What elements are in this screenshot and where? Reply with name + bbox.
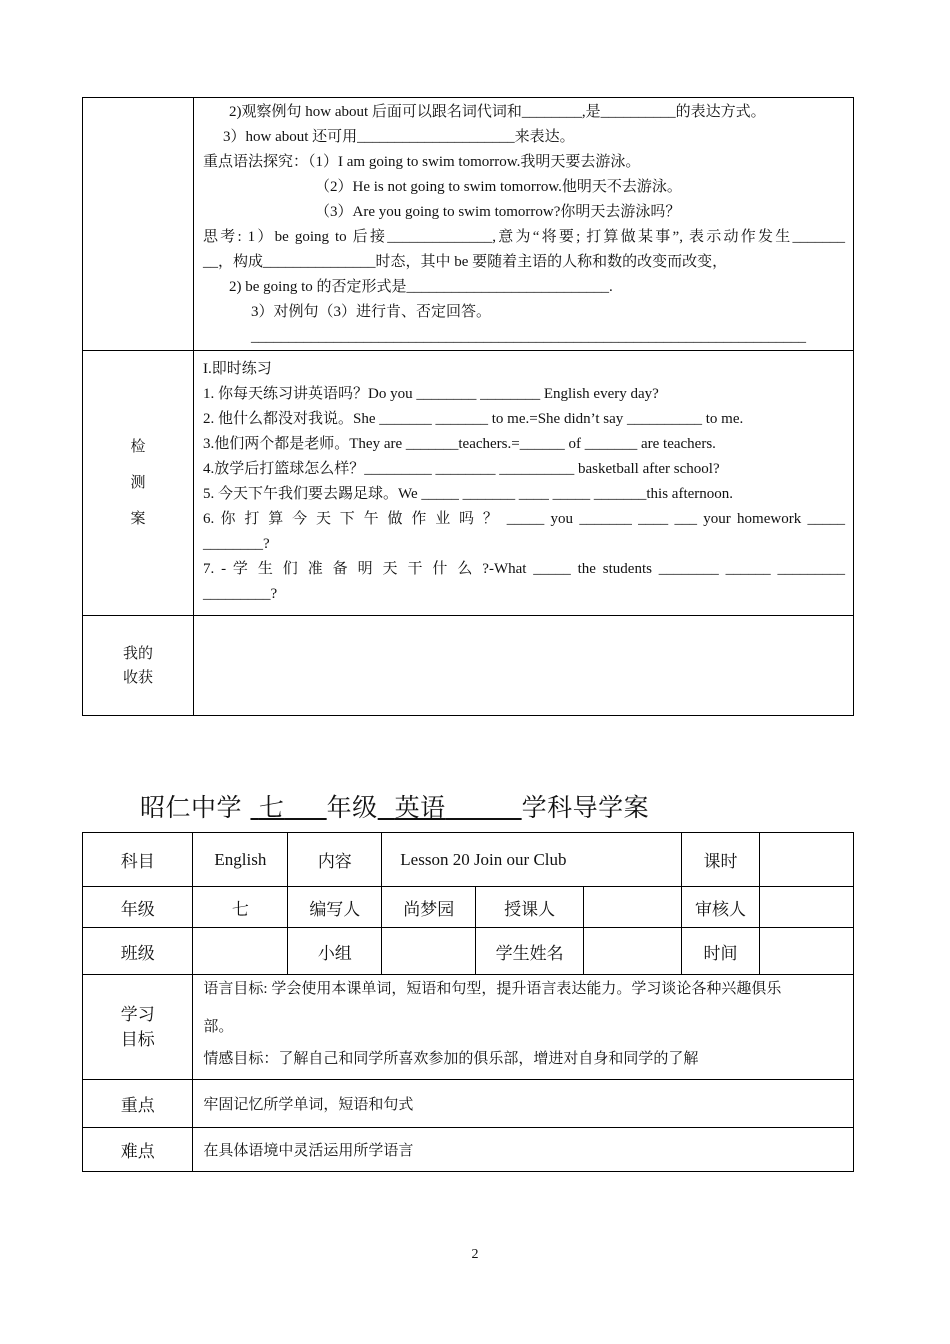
exercise-line: 6. 你 打 算 今 天 下 午 做 作 业 吗 ？ _____ you _______ ____ ___ your homework _____ bbox=[203, 511, 845, 527]
reviewer-value bbox=[760, 887, 854, 928]
exercise-line: ________? bbox=[203, 536, 270, 552]
content-label: 内容 bbox=[288, 833, 382, 887]
grade-value: 七 bbox=[258, 793, 285, 822]
grammar-line: 2)观察例句 how about 后面可以跟名词代词和________,是__________的表达方式。 bbox=[229, 104, 766, 120]
grade-label: 年级 bbox=[326, 793, 378, 822]
title-suffix: 学科导学案 bbox=[521, 793, 650, 822]
grammar-line: （2）He is not going to swim tomorrow.他明天不去游泳。 bbox=[315, 179, 682, 195]
goals-line: 部。 bbox=[203, 1019, 234, 1035]
group-value bbox=[382, 928, 476, 975]
grammar-line: __，构成_______________时态，其中 be 要随着主语的人称和数的改变而改变， bbox=[203, 254, 728, 270]
test-label-cell bbox=[83, 351, 194, 616]
test-cell bbox=[194, 351, 854, 616]
worksheet-table-top bbox=[82, 97, 854, 716]
goals-line: 语言目标: 学会使用本课单词，短语和句型，提升语言表达能力。学习谈论各种兴趣俱乐 bbox=[203, 981, 782, 997]
period-value bbox=[760, 833, 854, 887]
answer-blank-line: __________________________________________________________________________ bbox=[251, 329, 806, 345]
goals-label-cell bbox=[83, 975, 193, 1080]
exercise-line: 1. 你每天练习讲英语吗？Do you ________ ________ English every day? bbox=[203, 386, 659, 402]
info-table bbox=[82, 832, 854, 1172]
goals-label: 学习 bbox=[120, 1005, 155, 1024]
grade-value: 七 bbox=[193, 887, 288, 928]
teacher-value bbox=[584, 887, 682, 928]
exercise-line: 5. 今天下午我们要去踢足球。We _____ _______ ____ _____ _______this afternoon. bbox=[203, 486, 734, 502]
exercise-line: _________? bbox=[203, 586, 278, 602]
author-label: 编写人 bbox=[288, 887, 382, 928]
grade-label: 年级 bbox=[83, 887, 193, 928]
student-value bbox=[584, 928, 682, 975]
content-value: Lesson 20 Join our Club bbox=[382, 833, 682, 887]
time-label: 时间 bbox=[682, 928, 760, 975]
harvest-label: 收获 bbox=[122, 669, 153, 686]
subject-value: English bbox=[193, 833, 288, 887]
exercise-heading: I.即时练习 bbox=[203, 361, 272, 377]
difficult-label: 难点 bbox=[83, 1128, 193, 1172]
reviewer-label: 审核人 bbox=[682, 887, 760, 928]
harvest-cell bbox=[194, 616, 854, 716]
student-label: 学生姓名 bbox=[476, 928, 584, 975]
grammar-line: 重点语法探究：（1）I am going to swim tomorrow.我明天要去游泳。 bbox=[203, 154, 641, 170]
school-name: 昭仁中学 bbox=[140, 793, 243, 822]
page-title bbox=[140, 788, 649, 824]
grammar-line: 3）对例句（3）进行肯、否定回答。 bbox=[251, 304, 492, 320]
class-value bbox=[193, 928, 288, 975]
subject-value: 英语 bbox=[394, 793, 446, 822]
goals-line: 情感目标：了解自己和同学所喜欢参加的俱乐部，增进对自身和同学的了解 bbox=[203, 1051, 699, 1067]
difficult-value: 在具体语境中灵活运用所学语言 bbox=[193, 1128, 854, 1172]
time-value bbox=[760, 928, 854, 975]
group-label: 小组 bbox=[288, 928, 382, 975]
exercise-line: 2. 他什么都没对我说。She _______ _______ to me.=She didn’t say __________ to me. bbox=[203, 411, 744, 427]
harvest-label-cell bbox=[83, 616, 194, 716]
key-label: 重点 bbox=[83, 1080, 193, 1128]
harvest-label: 我的 bbox=[122, 645, 153, 662]
period-label: 课时 bbox=[682, 833, 760, 887]
page-number: 2 bbox=[471, 1247, 479, 1262]
goals-label: 目标 bbox=[120, 1030, 155, 1049]
subject-label: 科目 bbox=[83, 833, 193, 887]
grammar-line: （3）Are you going to swim tomorrow?你明天去游泳吗？ bbox=[315, 204, 681, 220]
grammar-cell bbox=[194, 98, 854, 351]
exercise-line: 7. - 学 生 们 准 备 明 天 干 什 么 ?-What _____ the students ________ ______ _________ bbox=[203, 561, 845, 577]
grammar-label-cell bbox=[83, 98, 194, 351]
grammar-line: 3）how about 还可用_____________________来表达。 bbox=[223, 129, 575, 145]
exercise-line: 3.他们两个都是老师。They are _______teachers.=______ of _______ are teachers. bbox=[203, 436, 716, 452]
author-value: 尚梦园 bbox=[382, 887, 476, 928]
key-value: 牢固记忆所学单词，短语和句式 bbox=[193, 1080, 854, 1128]
test-label-char: 测 bbox=[130, 475, 146, 491]
grammar-line: 2) be going to 的否定形式是___________________________. bbox=[229, 279, 613, 295]
class-label: 班级 bbox=[83, 928, 193, 975]
exercise-line: 4.放学后打篮球怎么样？_________ ________ __________ basketball after school? bbox=[203, 461, 720, 477]
teacher-label: 授课人 bbox=[476, 887, 584, 928]
test-label-char: 案 bbox=[130, 511, 146, 527]
grammar-line: 思考: 1）be going to 后接______________,意为“将要; 打算做某事”, 表示动作发生_______ bbox=[203, 229, 845, 245]
test-label-char: 检 bbox=[130, 439, 146, 455]
goals-cell bbox=[193, 975, 854, 1080]
